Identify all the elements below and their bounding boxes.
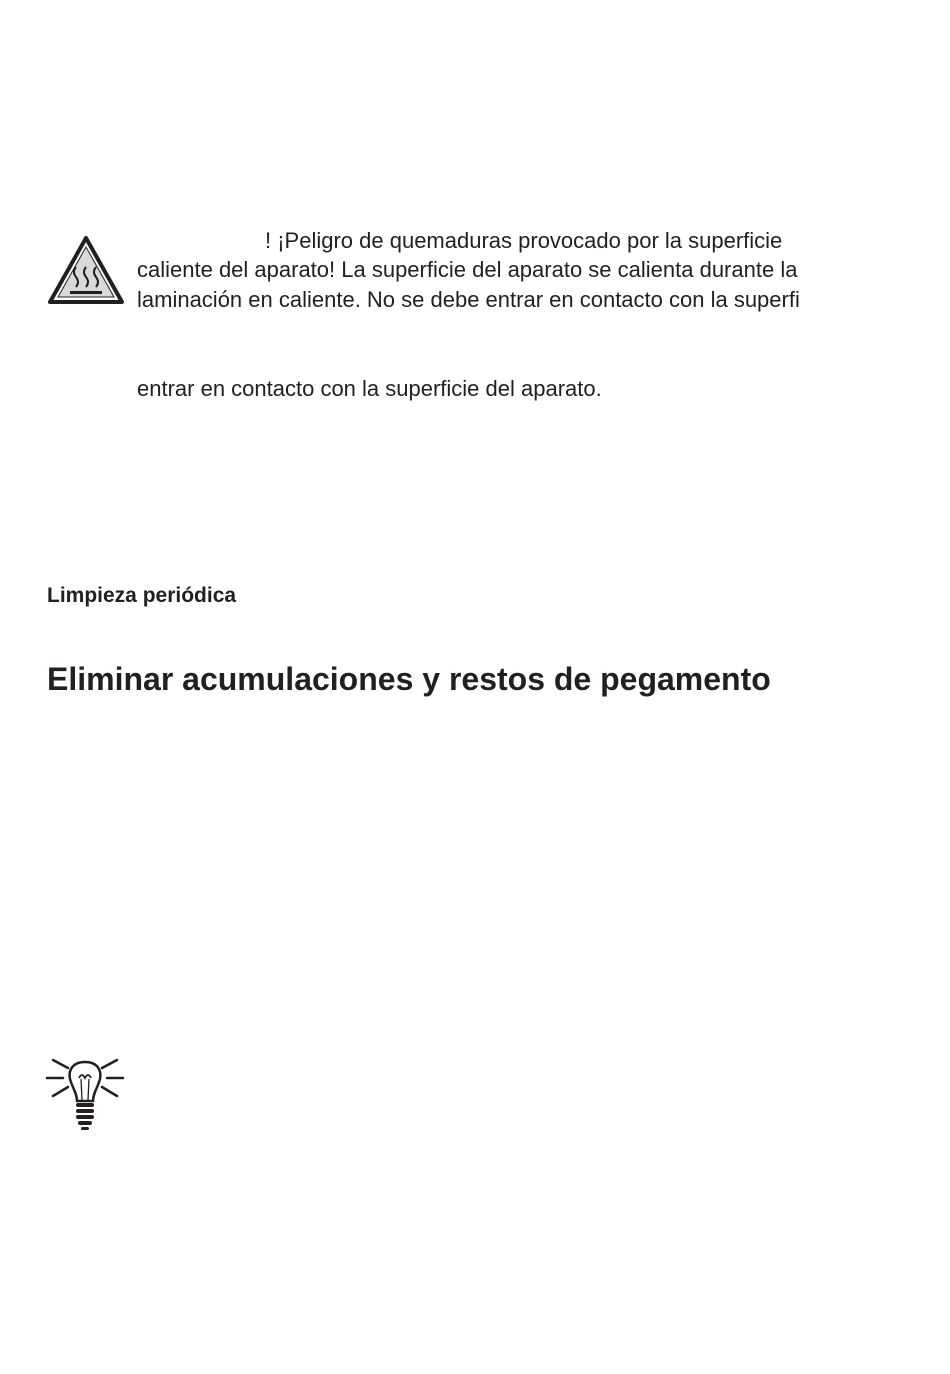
warning-text-line: caliente del aparato! La superficie del aparato se calienta durante la xyxy=(137,257,798,282)
warning-text-line: ! ¡Peligro de quemaduras provocado por la superficie xyxy=(265,228,783,253)
lightbulb-tip-icon xyxy=(44,1056,126,1132)
hot-surface-warning-icon xyxy=(46,234,126,306)
section-title: Eliminar acumulaciones y restos de pegamento xyxy=(47,661,771,697)
warning-text-line: entrar en contacto con la superficie del aparato. xyxy=(137,376,602,401)
warning-text-line: laminación en caliente. No se debe entrar en contacto con la superfi xyxy=(137,287,800,312)
section-subheading: Limpieza periódica xyxy=(47,584,237,607)
